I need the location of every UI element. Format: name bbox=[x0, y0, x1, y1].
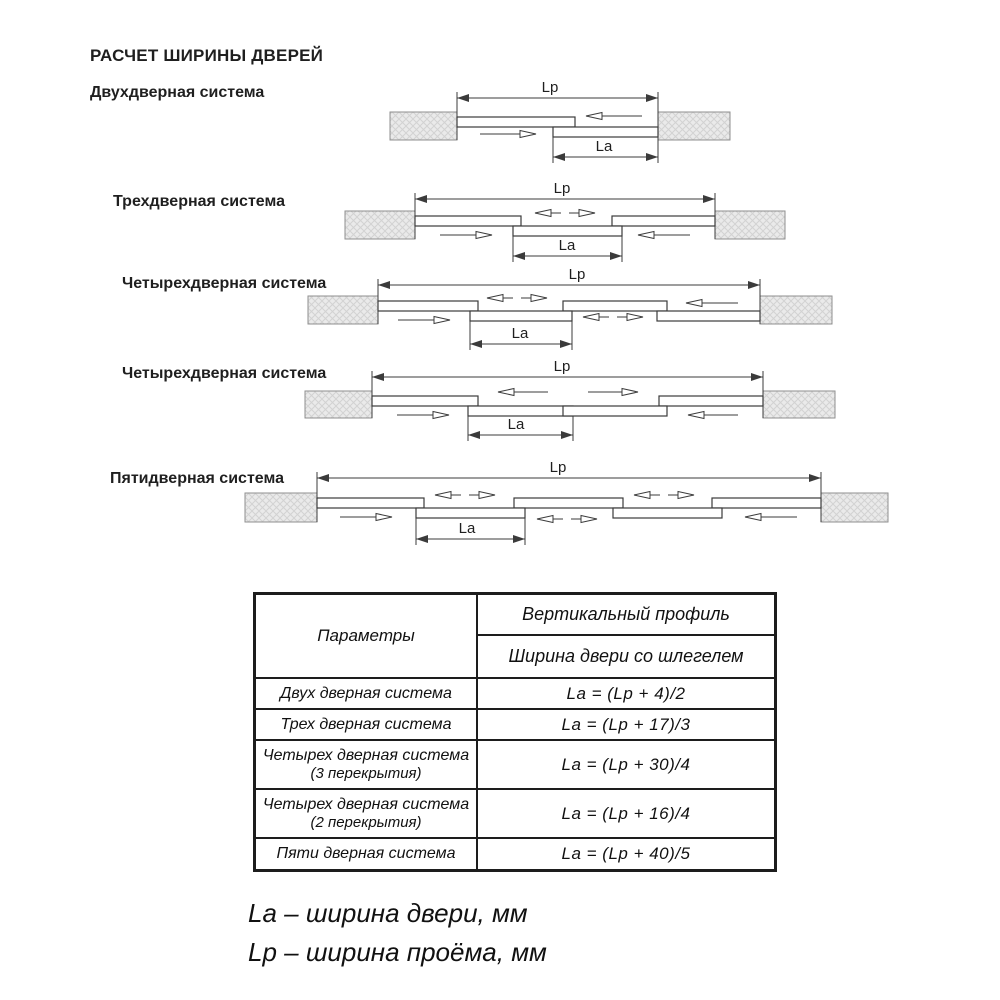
door-panel bbox=[416, 508, 525, 518]
dimension-arrowhead bbox=[646, 94, 658, 102]
dimension-label: Lp bbox=[553, 358, 571, 375]
slide-arrowhead bbox=[686, 300, 702, 307]
dimension-label: Lp bbox=[553, 180, 571, 197]
dimension-label: Lp bbox=[541, 79, 559, 96]
door-panel bbox=[563, 301, 667, 311]
wall bbox=[390, 112, 457, 140]
formula-value: La = (Lp + 16)/4 bbox=[561, 803, 691, 823]
formula-value: La = (Lp + 40)/5 bbox=[561, 844, 691, 863]
slide-arrowhead bbox=[498, 389, 514, 396]
slide-arrowhead bbox=[476, 232, 492, 239]
dimension-arrowhead bbox=[646, 153, 658, 161]
door-panel bbox=[657, 311, 760, 321]
door-panel bbox=[317, 498, 424, 508]
diagram-label-four-door-a: Четырехдверная система bbox=[122, 275, 327, 292]
diagram-4 bbox=[305, 358, 835, 441]
system-note: (2 перекрытия) bbox=[310, 814, 422, 832]
slide-arrowhead bbox=[520, 131, 536, 138]
slide-arrowhead bbox=[531, 295, 547, 302]
dimension-arrowhead bbox=[470, 340, 482, 348]
door-panel bbox=[470, 311, 572, 321]
dimension-arrowhead bbox=[468, 431, 480, 439]
dimension-arrowhead bbox=[513, 252, 525, 260]
formula-value: La = (Lp + 4)/2 bbox=[566, 683, 686, 703]
dimension-arrowhead bbox=[703, 195, 715, 203]
dimension-arrowhead bbox=[416, 535, 428, 543]
slide-arrowhead bbox=[487, 295, 503, 302]
slide-arrowhead bbox=[581, 516, 597, 523]
legend-door-width: La – ширина двери, мм bbox=[248, 898, 528, 928]
dimension-arrowhead bbox=[372, 373, 384, 381]
slide-arrowhead bbox=[627, 314, 643, 321]
formula-value: La = (Lp + 17)/3 bbox=[561, 714, 691, 734]
table-row bbox=[256, 741, 774, 790]
wall bbox=[760, 296, 832, 324]
dimension-label: La bbox=[558, 237, 576, 254]
diagram-label-four-door-b: Четырехдверная система bbox=[122, 365, 327, 382]
door-panel bbox=[468, 406, 573, 416]
dimension-label: La bbox=[458, 520, 476, 537]
table-header-profile-group: Вертикальный профиль bbox=[478, 595, 774, 636]
door-panel bbox=[563, 406, 667, 416]
door-panel bbox=[712, 498, 821, 508]
slide-arrowhead bbox=[583, 314, 599, 321]
door-panel bbox=[378, 301, 478, 311]
table-row bbox=[256, 710, 774, 741]
door-panel bbox=[659, 396, 763, 406]
dimension-arrowhead bbox=[560, 340, 572, 348]
wall bbox=[658, 112, 730, 140]
wall bbox=[305, 391, 372, 418]
slide-arrowhead bbox=[434, 317, 450, 324]
dimension-arrowhead bbox=[513, 535, 525, 543]
diagram-2 bbox=[345, 180, 785, 262]
wall bbox=[821, 493, 888, 522]
formula-value: La = (Lp + 30)/4 bbox=[561, 754, 691, 774]
door-panel bbox=[514, 498, 623, 508]
door-panel bbox=[372, 396, 478, 406]
wall bbox=[763, 391, 835, 418]
dimension-arrowhead bbox=[317, 474, 329, 482]
door-panel bbox=[553, 127, 658, 137]
table-header bbox=[256, 595, 774, 679]
slide-arrowhead bbox=[376, 514, 392, 521]
slide-arrowhead bbox=[688, 412, 704, 419]
formula-table bbox=[253, 592, 777, 872]
dimension-arrowhead bbox=[553, 153, 565, 161]
dimension-label: Lp bbox=[549, 459, 567, 476]
dimension-label: La bbox=[511, 325, 529, 342]
wall bbox=[345, 211, 415, 239]
diagram-3 bbox=[308, 266, 832, 350]
door-panel bbox=[513, 226, 622, 236]
dimension-arrowhead bbox=[610, 252, 622, 260]
door-panel bbox=[613, 508, 722, 518]
table-header-door-width: Ширина двери со шлегелем bbox=[508, 646, 744, 666]
dimension-label: La bbox=[507, 416, 525, 433]
dimension-label: Lp bbox=[568, 266, 586, 283]
system-name: Трех дверная система bbox=[280, 715, 452, 733]
door-panel bbox=[612, 216, 715, 226]
legend-opening-width: Lp – ширина проёма, мм bbox=[248, 937, 547, 967]
dimension-arrowhead bbox=[809, 474, 821, 482]
dimension-arrowhead bbox=[561, 431, 573, 439]
dimension-arrowhead bbox=[457, 94, 469, 102]
door-panel bbox=[457, 117, 575, 127]
table-header-parameters: Параметры bbox=[256, 595, 478, 677]
diagram-1 bbox=[390, 79, 730, 163]
wall bbox=[308, 296, 378, 324]
wall bbox=[245, 493, 317, 522]
system-name: Четырех дверная система bbox=[262, 795, 470, 813]
slide-arrowhead bbox=[634, 492, 650, 499]
door-panel bbox=[415, 216, 521, 226]
slide-arrowhead bbox=[622, 389, 638, 396]
wall bbox=[715, 211, 785, 239]
slide-arrowhead bbox=[435, 492, 451, 499]
dimension-arrowhead bbox=[748, 281, 760, 289]
dimension-arrowhead bbox=[378, 281, 390, 289]
diagram-label-two-door: Двухдверная система bbox=[90, 84, 265, 101]
slide-arrowhead bbox=[537, 516, 553, 523]
slide-arrowhead bbox=[433, 412, 449, 419]
diagram-5 bbox=[245, 459, 888, 545]
system-name: Двух дверная система bbox=[280, 684, 452, 702]
dimension-arrowhead bbox=[751, 373, 763, 381]
slide-arrowhead bbox=[638, 232, 654, 239]
diagram-label-five-door: Пятидверная система bbox=[110, 470, 284, 487]
system-name: Пяти дверная система bbox=[276, 845, 456, 863]
diagram-label-three-door: Трехдверная система bbox=[113, 193, 285, 210]
slide-arrowhead bbox=[745, 514, 761, 521]
table-row bbox=[256, 679, 774, 710]
system-name: Четырех дверная система bbox=[262, 746, 470, 764]
page-title: РАСЧЕТ ШИРИНЫ ДВЕРЕЙ bbox=[90, 46, 324, 65]
slide-arrowhead bbox=[535, 210, 551, 217]
dimension-arrowhead bbox=[415, 195, 427, 203]
slide-arrowhead bbox=[586, 113, 602, 120]
table-row bbox=[256, 839, 774, 869]
system-note: (3 перекрытия) bbox=[310, 765, 422, 783]
slide-arrowhead bbox=[678, 492, 694, 499]
dimension-label: La bbox=[595, 138, 613, 155]
table-row bbox=[256, 790, 774, 839]
slide-arrowhead bbox=[579, 210, 595, 217]
slide-arrowhead bbox=[479, 492, 495, 499]
